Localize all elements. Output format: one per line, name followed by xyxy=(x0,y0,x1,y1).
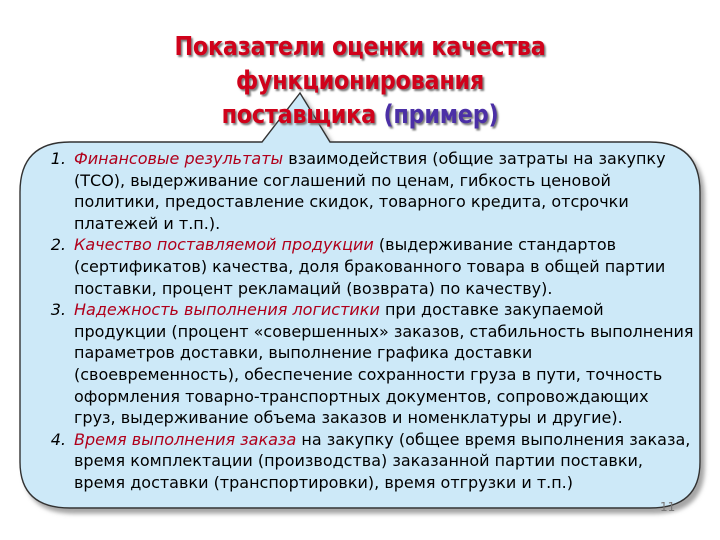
page-number: 11 xyxy=(660,500,676,514)
list-item-highlight: Финансовые результаты xyxy=(74,149,284,168)
criteria-list xyxy=(24,148,694,494)
slide-title xyxy=(50,30,669,132)
list-item xyxy=(24,148,694,234)
list-item-highlight: Качество поставляемой продукции xyxy=(74,235,374,255)
list-item xyxy=(24,234,694,299)
list-item xyxy=(24,299,694,429)
title-line-2-accent: (пример) xyxy=(383,100,499,130)
list-item-text: (выдерживание стандартов (сертификатов) качества, доля бракованного товара в общей партии поставки, процент рекламаций (возврата) по качеству). xyxy=(74,235,666,298)
list-item-number: 2. xyxy=(50,235,66,255)
list-item-text: взаимодействия (общие затраты на закупку (ТСО), выдерживание соглашений по ценам, гибкость ценовой политики, предоставление скидок, товарного кредита, отсрочки платежей и т.п.). xyxy=(74,149,666,233)
list-item-number: 3. xyxy=(50,300,66,320)
list-item-highlight: Надежность выполнения логистики xyxy=(74,300,380,320)
title-line-2 xyxy=(50,98,669,132)
list-item-text: при доставке закупаемой продукции (процент «совершенных» заказов, стабильность выполнения параметров доставки, выполнение графика доставки (своевременность), обеспечение сохранности груза в пути, точность оформления товарно-транспортных документов, сопровождающих груз, выдерживание объема заказов и номенклатуры и другие). xyxy=(74,300,694,428)
list-item-number: 4. xyxy=(50,429,66,449)
bubble-content xyxy=(24,148,694,494)
title-line-2-main: поставщика xyxy=(221,100,376,130)
title-line-1: Показатели оценки качества функционирования xyxy=(174,32,546,96)
list-item xyxy=(24,429,694,494)
list-item-highlight: Время выполнения заказа xyxy=(74,429,297,449)
list-item-number: 1. xyxy=(50,149,66,168)
list-item-text: на закупку (общее время выполнения заказа, время комплектации (производства) заказанной партии поставки, время доставки (транспортировки), время отгрузки и т.п.) xyxy=(74,429,691,492)
